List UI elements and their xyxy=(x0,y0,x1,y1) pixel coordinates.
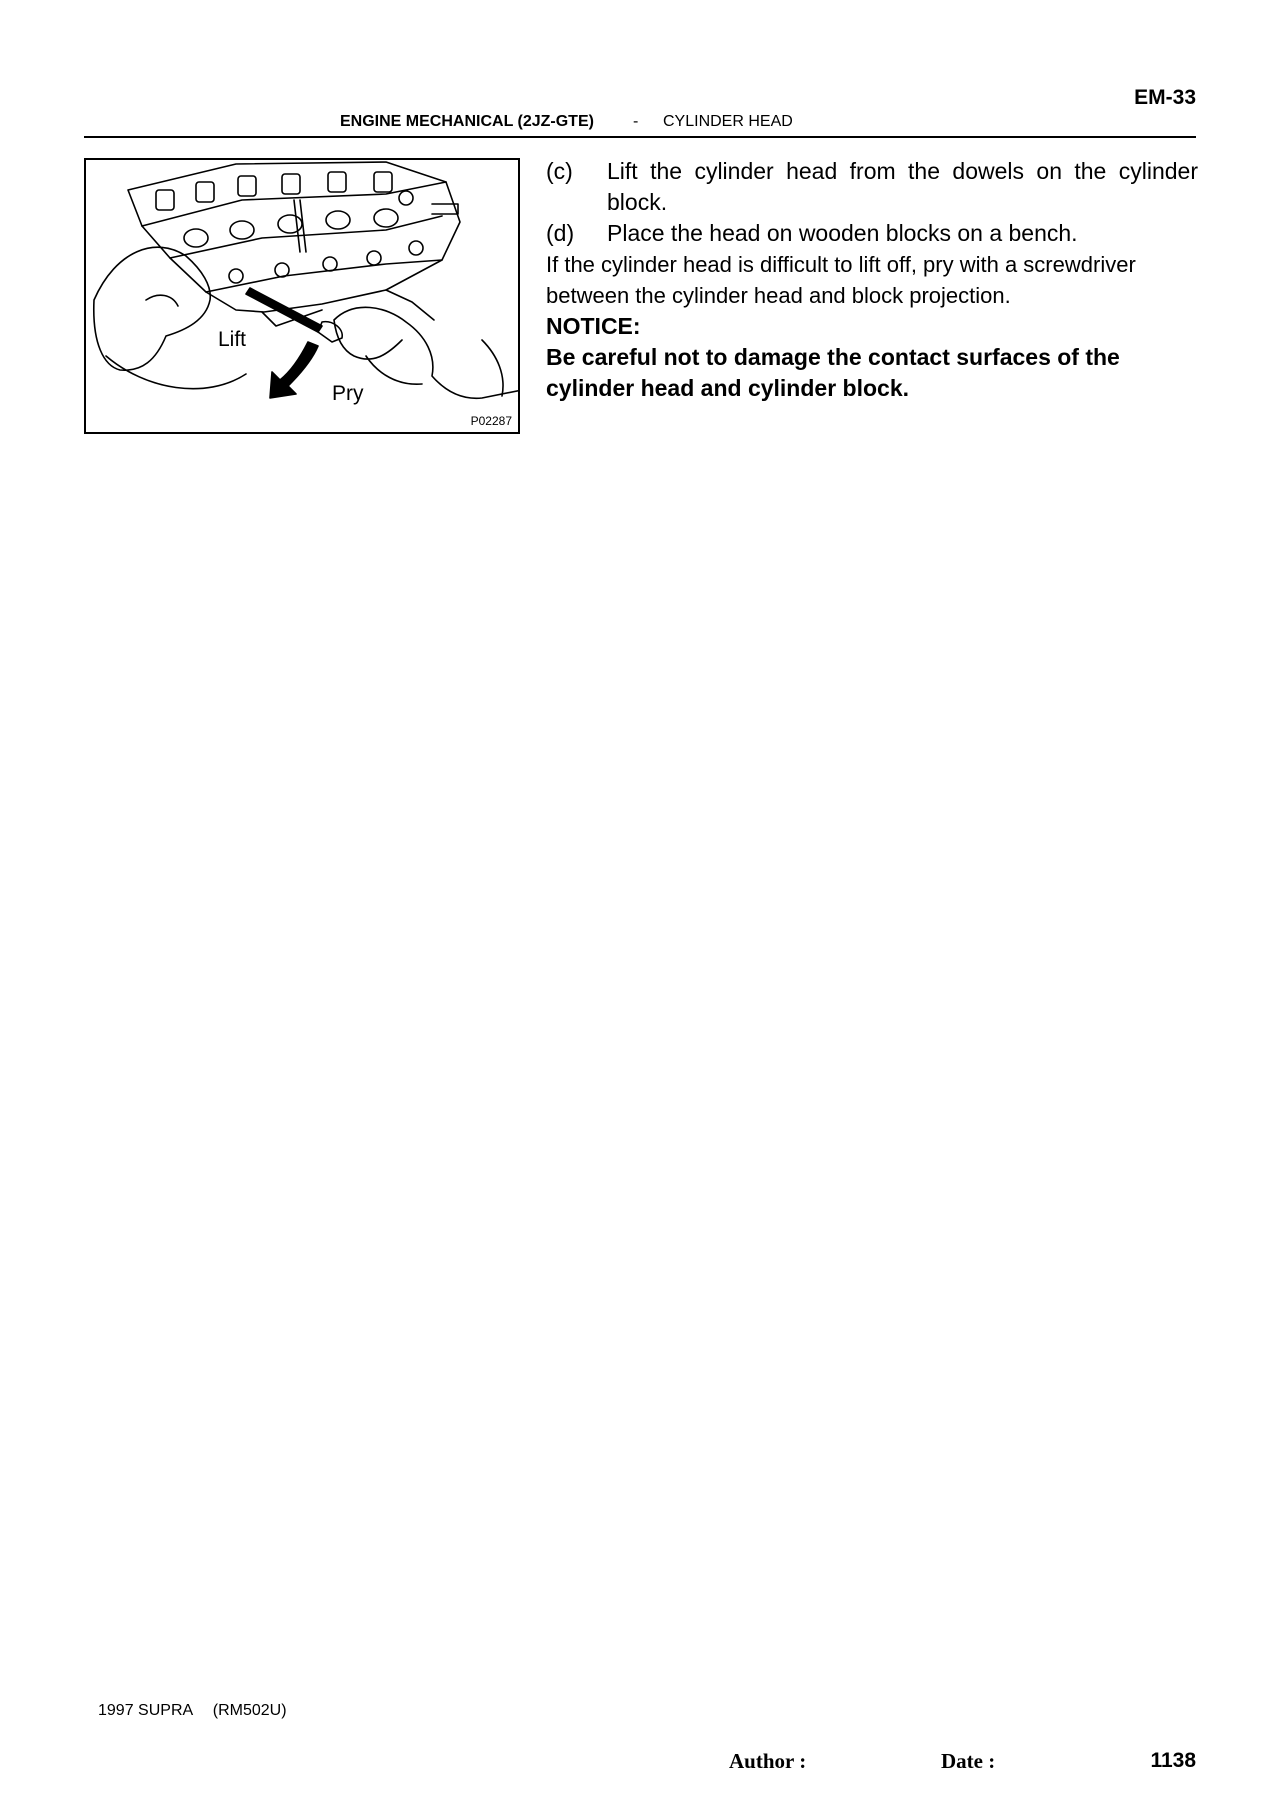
page-footer xyxy=(0,1749,1280,1779)
lift-label: Lift xyxy=(218,328,247,351)
cylinder-head-outline xyxy=(128,162,460,312)
step-marker: (d) xyxy=(546,220,575,246)
sheet-number: 1138 xyxy=(1150,1749,1196,1772)
step-d xyxy=(546,218,1198,249)
manual-code: (RM502U) xyxy=(212,1702,287,1719)
section-title: ENGINE MECHANICAL (2JZ-GTE) xyxy=(340,113,594,130)
note-paragraph: If the cylinder head is difficult to lift off, pry with a screwdriver between the cylinder head and block projection. xyxy=(546,252,1136,308)
running-header xyxy=(0,113,1280,137)
model-name: 1997 SUPRA xyxy=(98,1702,193,1719)
date-label: Date : xyxy=(941,1749,996,1773)
cylinder-head-drawing xyxy=(86,160,520,434)
model-info xyxy=(98,1702,287,1720)
figure-code: P02287 xyxy=(470,414,512,428)
notice-heading: NOTICE: xyxy=(546,313,641,339)
header-rule xyxy=(84,136,1196,138)
author-label: Author : xyxy=(729,1749,807,1773)
figure-illustration xyxy=(84,158,520,434)
notice-body: Be careful not to damage the contact surfaces of the cylinder head and cylinder block. xyxy=(546,344,1120,401)
step-c xyxy=(546,156,1198,218)
step-text: Lift the cylinder head from the dowels on the cylinder block. xyxy=(607,158,1198,215)
procedure-text xyxy=(546,156,1198,404)
step-marker: (c) xyxy=(546,158,573,184)
left-hand-outline xyxy=(94,247,210,370)
step-text: Place the head on wooden blocks on a bench. xyxy=(607,220,1078,246)
pry-label: Pry xyxy=(332,382,364,405)
pry-arrow-icon xyxy=(270,342,318,398)
screwdriver-outline xyxy=(246,288,322,332)
header-separator: - xyxy=(633,113,639,130)
subsection-title: CYLINDER HEAD xyxy=(663,113,793,130)
page-number: EM-33 xyxy=(1134,86,1196,109)
